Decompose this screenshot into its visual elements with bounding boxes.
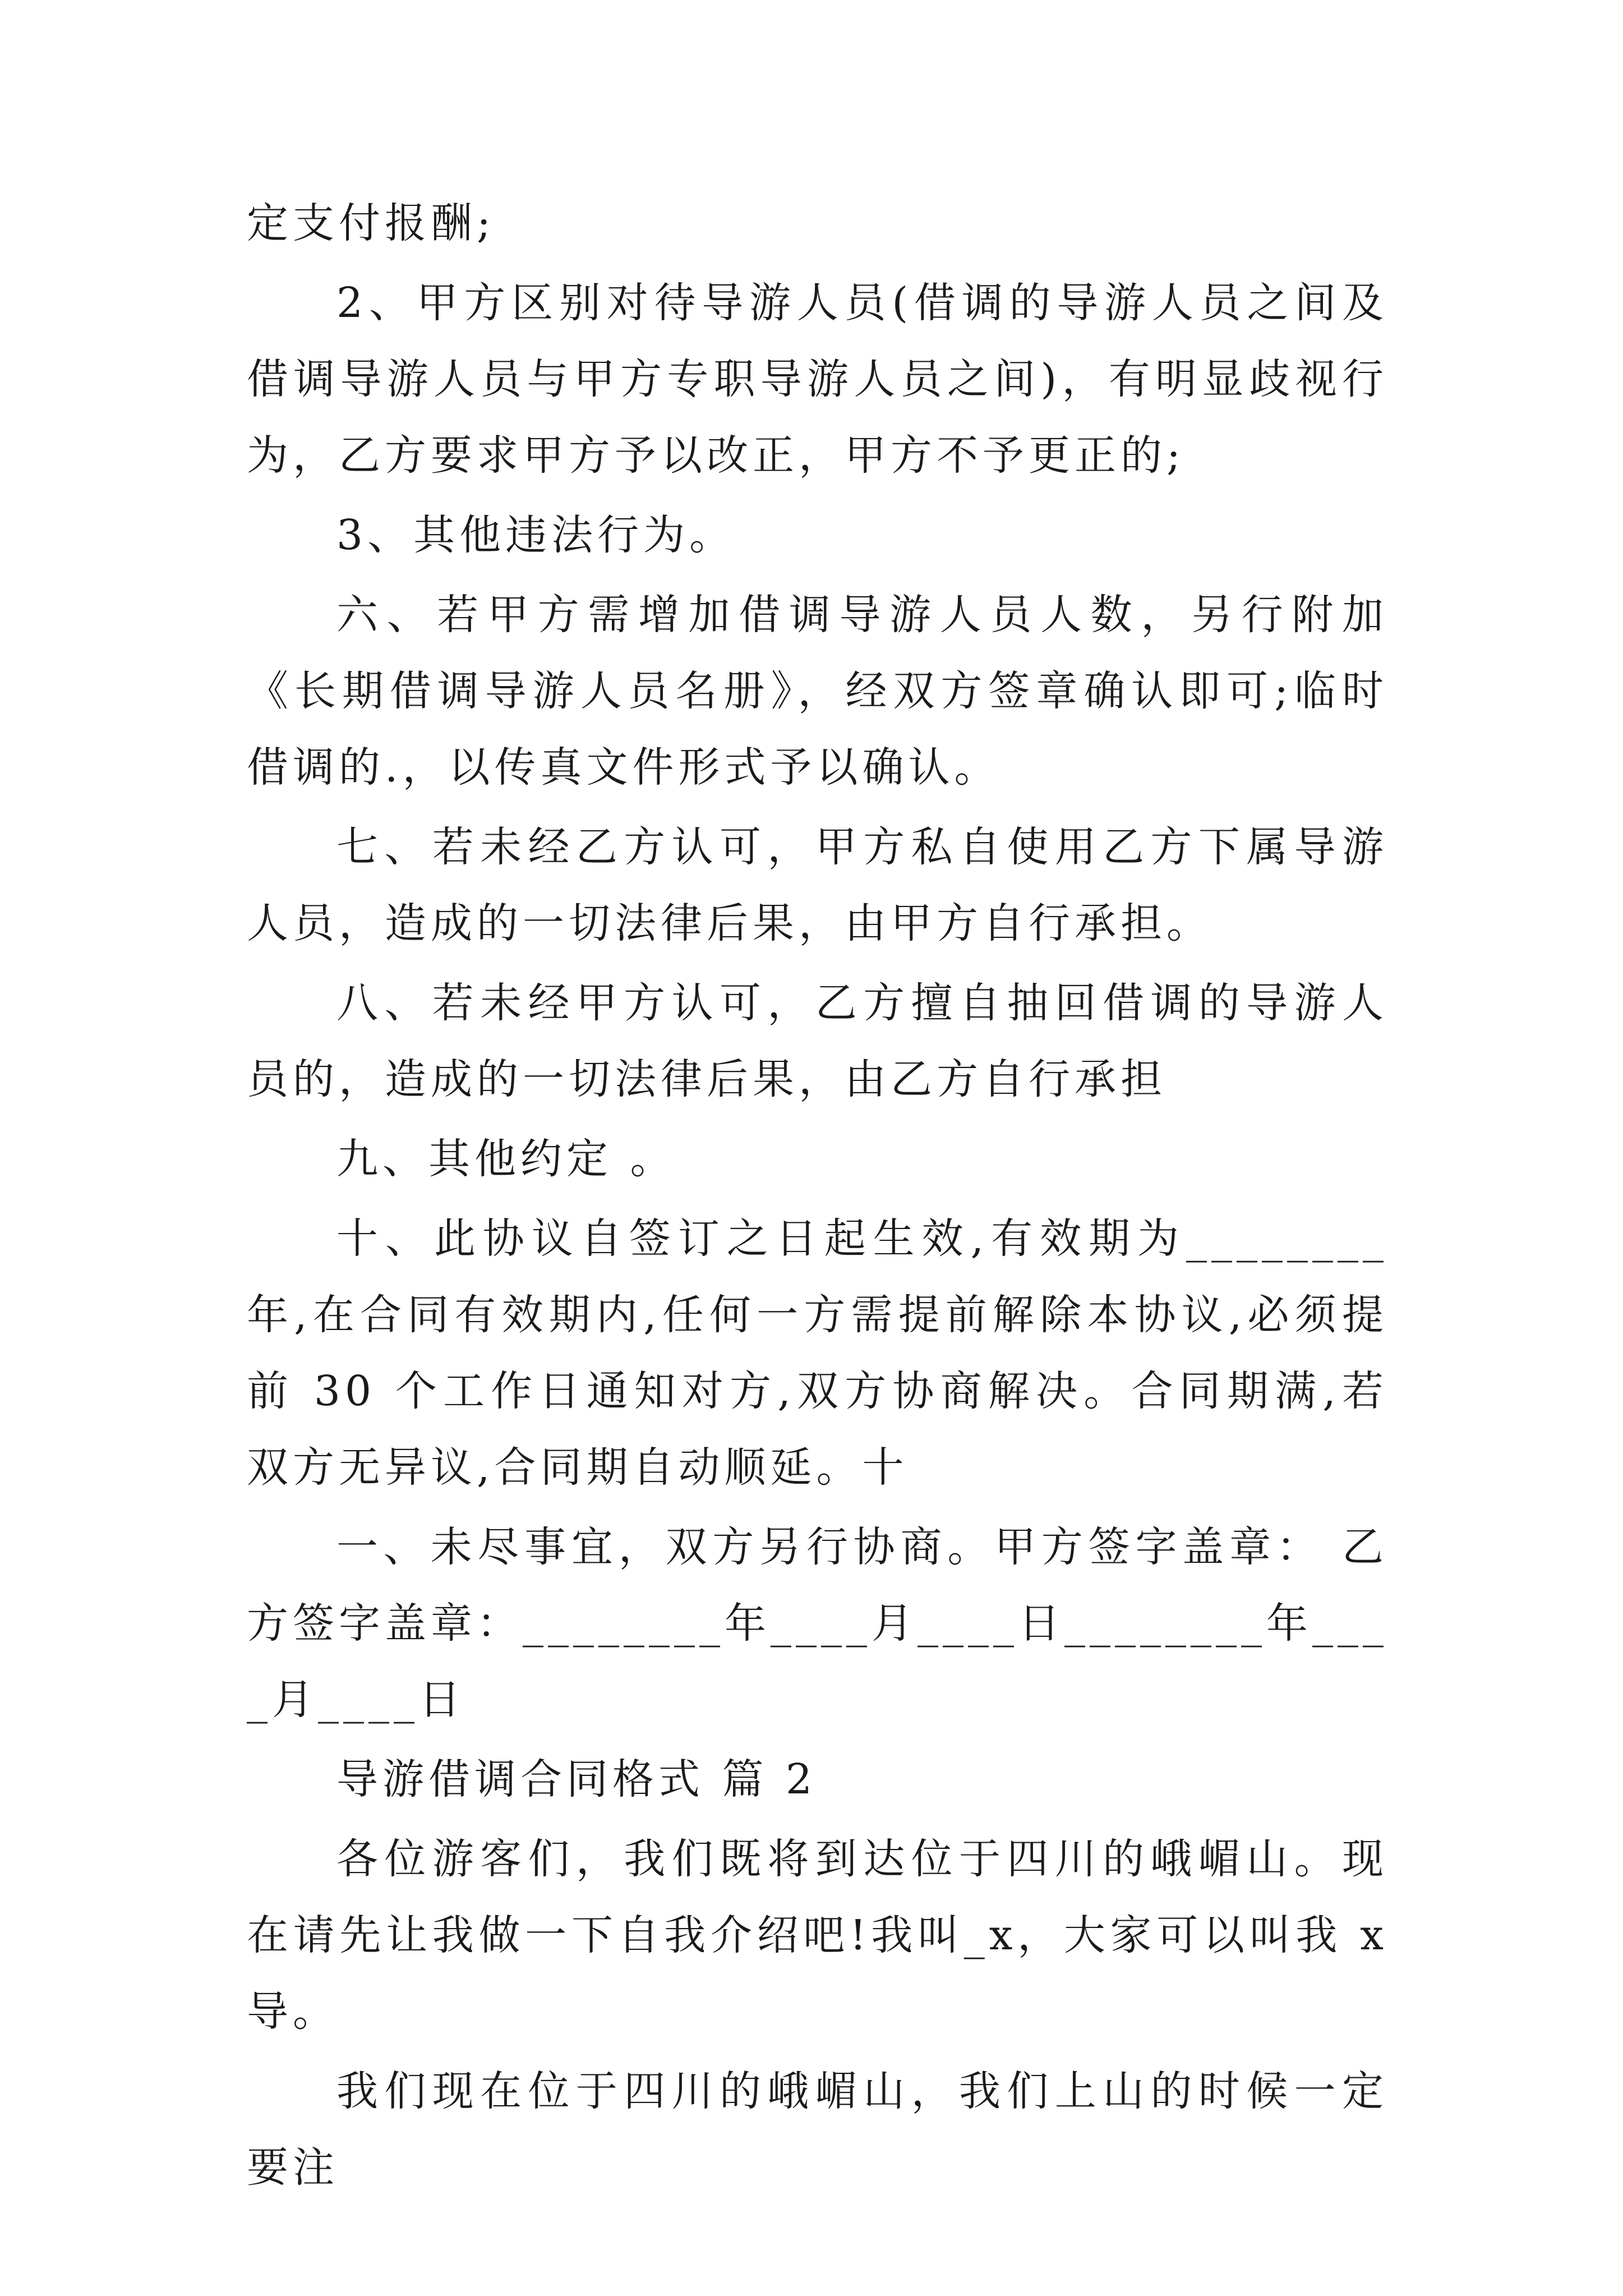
paragraph-article-11-signatures: 一、未尽事宜，双方另行协商。甲方签字盖章： 乙方签字盖章：________年____月____日________年____月____日: [247, 1523, 1388, 1724]
paragraph-article-10: 十、此协议自签订之日起生效,有效期为________年,在合同有效期内,任何一方需提前解除本协议,必须提前 30 个工作日通知对方,双方协商解决。合同期满,若双方无异议,合同期自动顺延。十: [247, 1214, 1388, 1492]
paragraph-article-6: 六、若甲方需增加借调导游人员人数，另行附加《长期借调导游人员名册》，经双方签章确认即可;临时借调的.，以传真文件形式予以确认。: [247, 591, 1388, 792]
paragraph-article-8: 八、若未经甲方认可，乙方擅自抽回借调的导游人员的，造成的一切法律后果，由乙方自行承担: [247, 979, 1388, 1103]
paragraph-clause-2: 2、甲方区别对待导游人员(借调的导游人员之间及借调导游人员与甲方专职导游人员之间)，有明显歧视行为，乙方要求甲方予以改正，甲方不予更正的;: [247, 279, 1388, 480]
paragraph-clause-3: 3、其他违法行为。: [336, 511, 736, 559]
paragraph-payment-continuation: 定支付报酬;: [247, 199, 495, 247]
section-heading: 导游借调合同格式 篇 2: [336, 1755, 817, 1803]
document-body: [247, 185, 1388, 2209]
paragraph-intro: 各位游客们，我们既将到达位于四川的峨嵋山。现在请先让我做一下自我介绍吧!我叫_x，大家可以叫我 x 导。: [247, 1835, 1388, 2036]
paragraph-article-7: 七、若未经乙方认可，甲方私自使用乙方下属导游人员，造成的一切法律后果，由甲方自行承担。: [247, 823, 1388, 947]
paragraph-article-9: 九、其他约定 。: [336, 1135, 676, 1183]
paragraph-emei-location: 我们现在位于四川的峨嵋山，我们上山的时候一定要注: [247, 2067, 1388, 2192]
